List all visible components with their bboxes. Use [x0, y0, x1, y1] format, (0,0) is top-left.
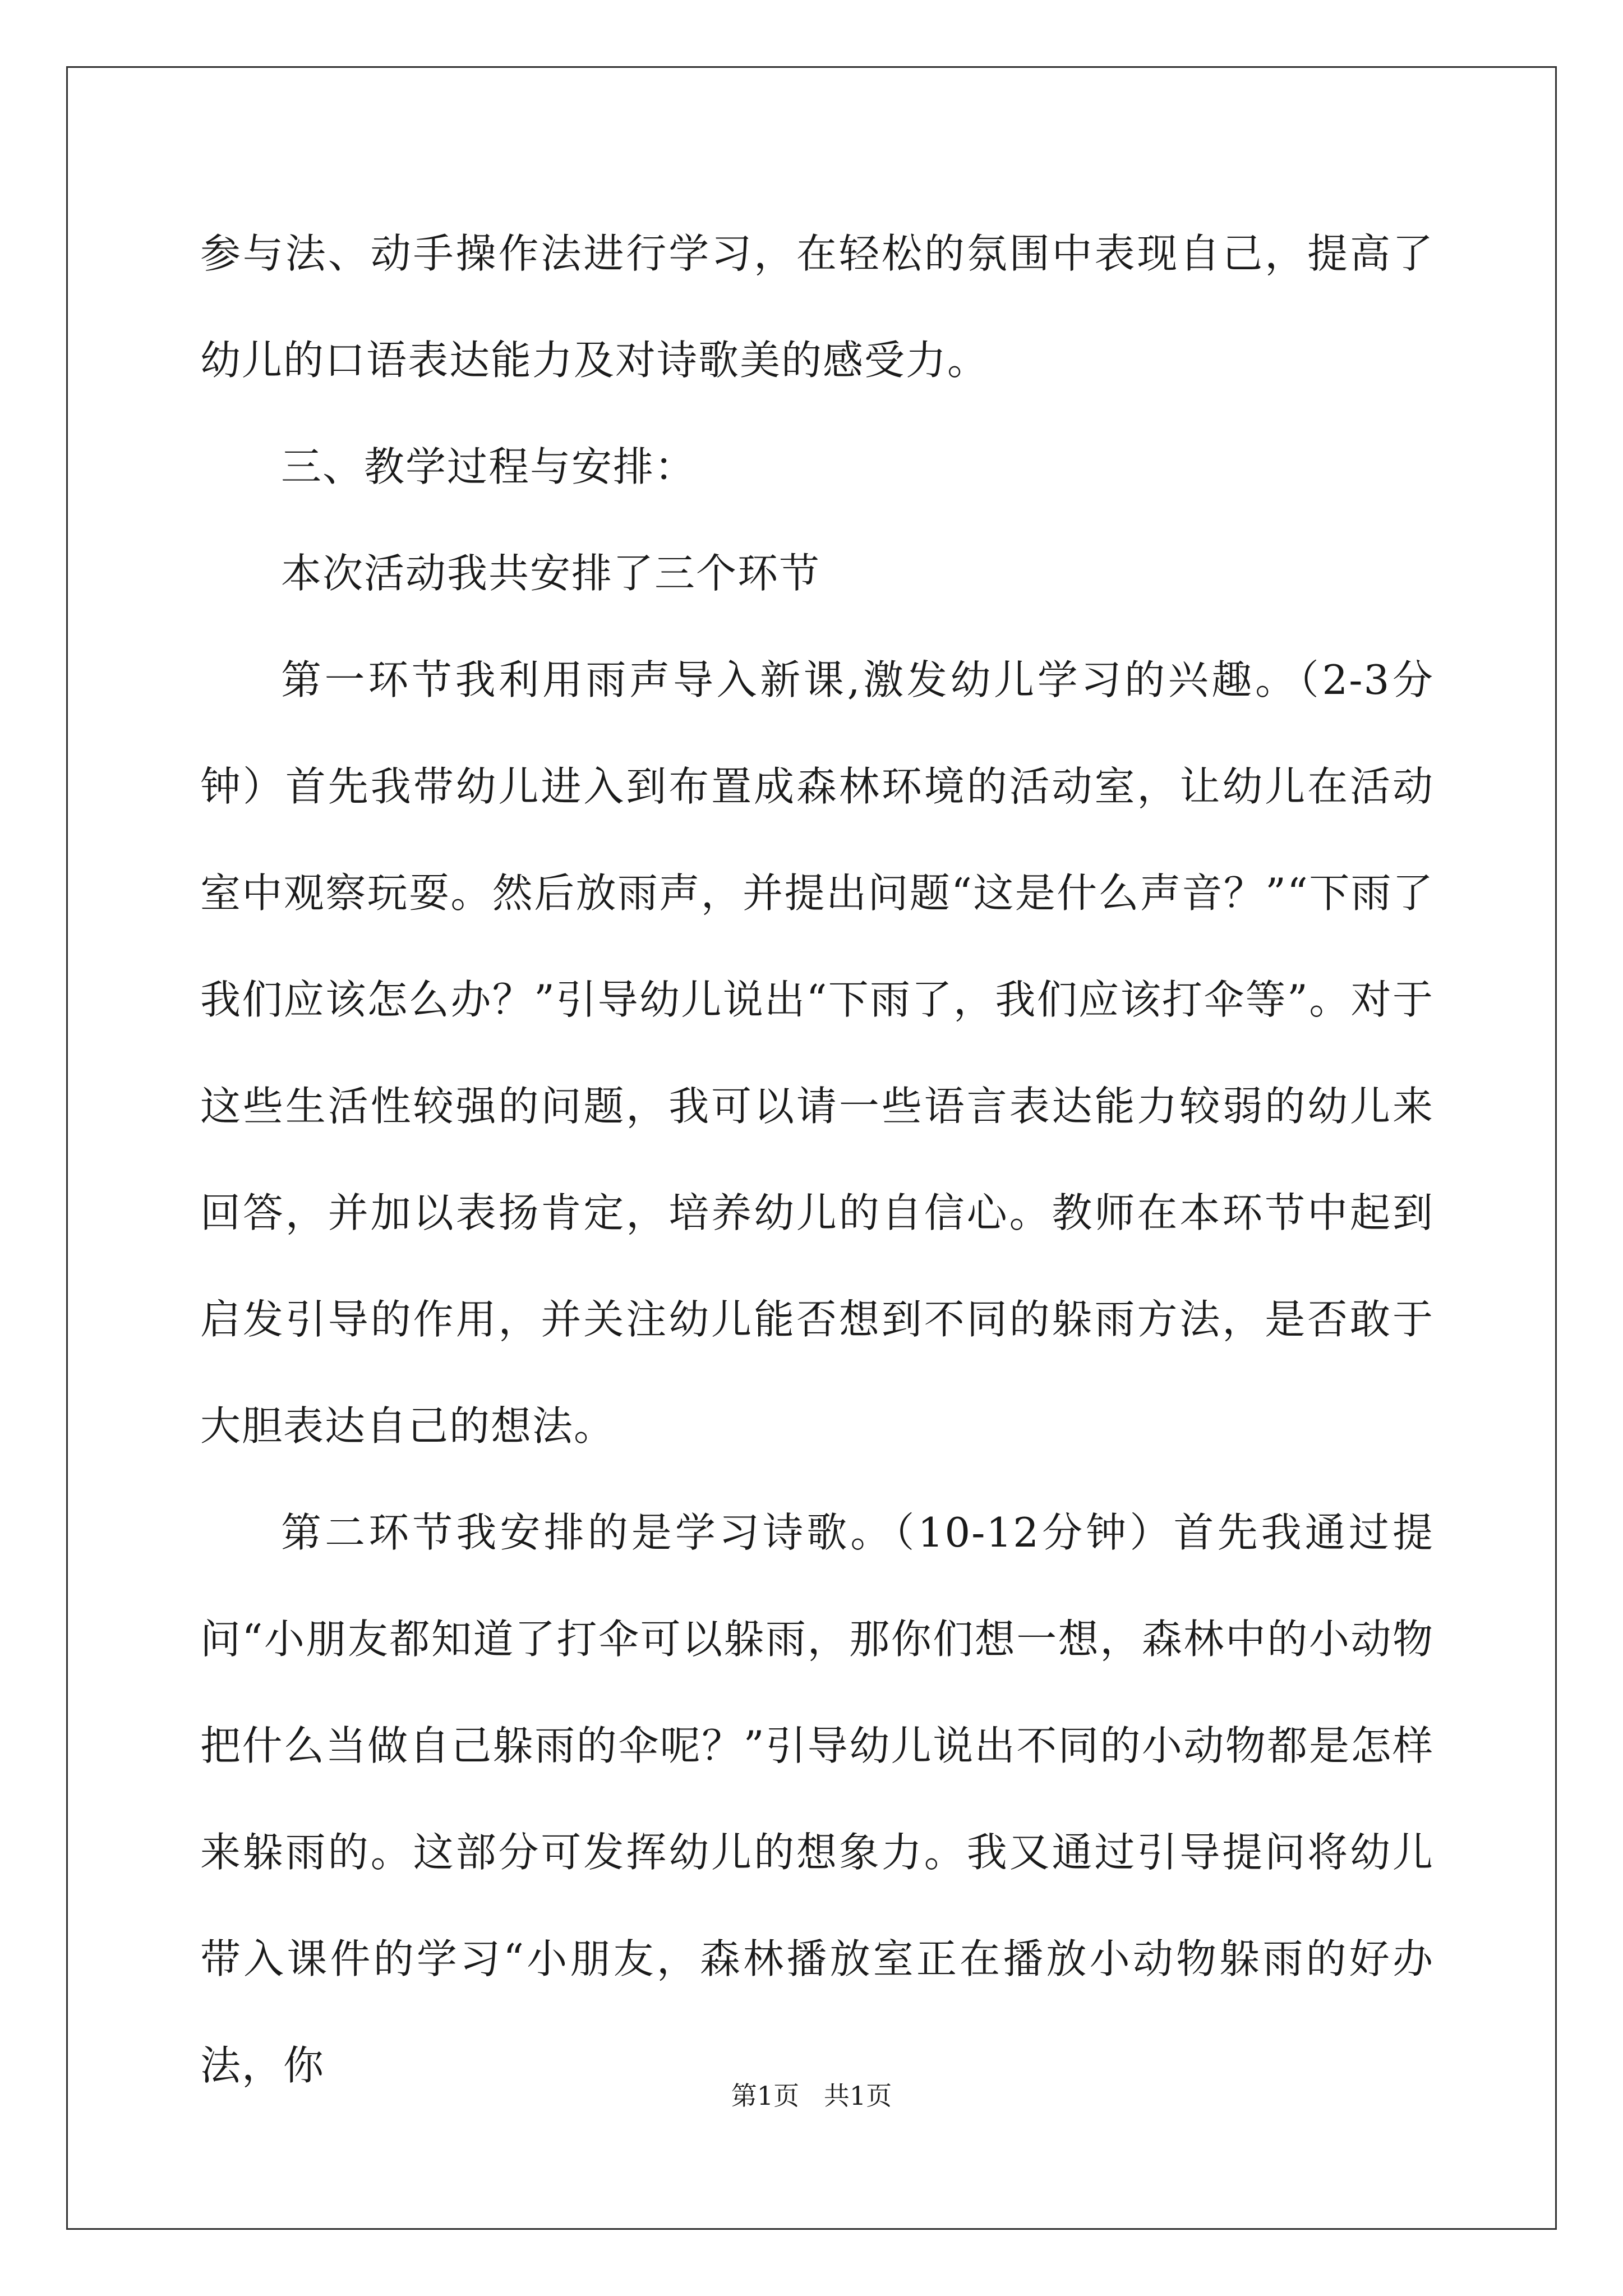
page-footer: 第1页 共1页: [731, 2081, 892, 2111]
paragraph-1: 参与法、动手操作法进行学习，在轻松的氛围中表现自己，提高了幼儿的口语表达能力及对诗歌美的感受力。: [200, 230, 1434, 384]
paragraph-3: 第一环节我利用雨声导入新课,激发幼儿学习的兴趣。（2-3分钟）首先我带幼儿进入到布置成森林环境的活动室，让幼儿在活动室中观察玩耍。然后放雨声，并提出问题“这是什么声音？”“下雨了我们应该怎么办？”引导幼儿说出“下雨了，我们应该打伞等”。对于这些生活性较强的问题，我可以请一些语言表达能力较弱的幼儿来回答，并加以表扬肯定，培养幼儿的自信心。教师在本环节中起到启发引导的作用，并关注幼儿能否想到不同的躲雨方法，是否敢于大胆表达自己的想法。: [200, 656, 1434, 1450]
paragraph-2: 本次活动我共安排了三个环节: [281, 550, 821, 597]
paragraph-4: 第二环节我安排的是学习诗歌。（10-12分钟）首先我通过提问“小朋友都知道了打伞可以躲雨，那你们想一想，森林中的小动物把什么当做自己躲雨的伞呢？”引导幼儿说出不同的小动物都是怎样来躲雨的。这部分可发挥幼儿的想象力。我又通过引导提问将幼儿带入课件的学习“小朋友，森林播放室正在播放小动物躲雨的好办法，你: [200, 1509, 1434, 2089]
document-body: [200, 200, 1434, 2119]
section-heading: 三、教学过程与安排：: [281, 443, 697, 490]
